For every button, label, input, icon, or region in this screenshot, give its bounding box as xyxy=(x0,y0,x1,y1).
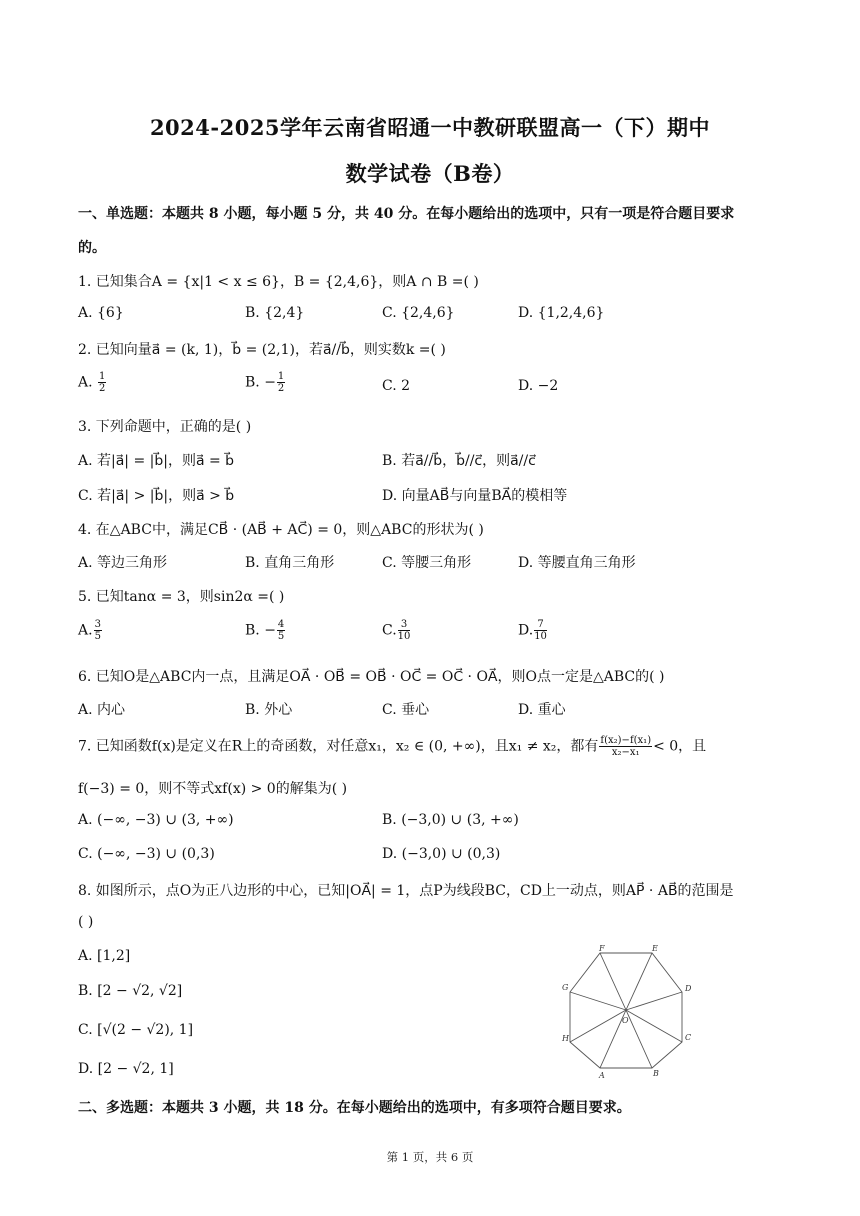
page-subtitle: 数学试卷（B卷） xyxy=(345,161,515,186)
q6-option-c: C. 垂心 xyxy=(382,702,430,718)
section1-heading: 一、单选题：本题共 8 小题，每小题 5 分，共 40 分。在每小题给出的选项中，只有一项是符合题目要求 xyxy=(78,206,735,222)
label-b: B xyxy=(653,1069,659,1078)
q5-option-a: A. $\frac{3}{5}$ xyxy=(78,619,101,642)
q8-stem: 8. 如图所示，点O为正八边形的中心，已知|OA⃗| = 1，点P为线段BC，CD上一动点，则AP⃗ · AB⃗的范围是 xyxy=(78,883,734,899)
label-d: D xyxy=(685,984,692,993)
label-h: H xyxy=(562,1034,569,1043)
q7-stem: 7. 已知函数f(x)是定义在R上的奇函数，对任意x₁，x₂ ∈ (0, +∞)，且x₁ ≠ x₂，都有 $\frac{\text{f(x₂)−f(x₁)}}{\text{x₂−x₁}}$ < 0，且 xyxy=(78,735,707,758)
q8-option-d: D. [2 − √2, 1] xyxy=(78,1061,174,1077)
q3-option-d: D. 向量AB⃗与向量BA⃗的模相等 xyxy=(382,488,568,504)
q3-stem: 3. 下列命题中，正确的是( ) xyxy=(78,419,252,435)
q3-option-c: C. 若|a⃗| > |b⃗|，则a⃗ > b⃗ xyxy=(78,488,235,504)
q4-option-c: C. 等腰三角形 xyxy=(382,555,472,571)
q6-option-a: A. 内心 xyxy=(78,702,126,718)
q2-option-d: D. −2 xyxy=(518,378,559,394)
q4-stem: 4. 在△ABC中，满足CB⃗ · (AB⃗ + AC⃗) = 0，则△ABC的形状为( ) xyxy=(78,522,484,538)
q7-option-b: B. (−3,0) ∪ (3, +∞) xyxy=(382,812,519,828)
q3-option-a: A. 若|a⃗| = |b⃗|，则a⃗ = b⃗ xyxy=(78,453,235,469)
section2-heading: 二、多选题：本题共 3 小题，共 18 分。在每小题给出的选项中，有多项符合题目要求。 xyxy=(78,1100,631,1116)
page-title: 2024-2025学年云南省昭通一中教研联盟高一（下）期中 xyxy=(149,115,711,140)
q6-option-b: B. 外心 xyxy=(245,702,293,718)
q6-option-d: D. 重心 xyxy=(518,702,566,718)
page-footer: 第 1 页，共 6 页 xyxy=(386,1150,474,1164)
q8-option-c: C. [√(2 − √2), 1] xyxy=(78,1022,194,1038)
label-e: E xyxy=(652,944,658,953)
q1-stem: 1. 已知集合A = {x|1 < x ≤ 6}，B = {2,4,6}，则A ∩ B =( ) xyxy=(78,274,479,290)
q4-option-b: B. 直角三角形 xyxy=(245,555,335,571)
label-f: F xyxy=(599,944,605,953)
q3-option-b: B. 若a⃗//b⃗，b⃗//c⃗，则a⃗//c⃗ xyxy=(382,453,536,469)
label-a: A xyxy=(599,1071,605,1080)
q8-option-a: A. [1,2] xyxy=(78,948,131,964)
label-o: O xyxy=(622,1016,629,1025)
q2-option-a: A. $\frac{1}{2}$ xyxy=(78,371,106,394)
q7-option-c: C. (−∞, −3) ∪ (0,3) xyxy=(78,846,215,862)
q8-stem-cont: ( ) xyxy=(78,914,94,930)
label-c: C xyxy=(685,1033,692,1042)
label-g: G xyxy=(562,983,569,992)
section1-heading-cont: 的。 xyxy=(78,240,106,256)
q5-option-b: B. − $\frac{4}{5}$ xyxy=(245,619,285,642)
q5-option-d: D. $\frac{7}{10}$ xyxy=(518,619,547,642)
q2-stem: 2. 已知向量a⃗ = (k, 1)，b⃗ = (2,1)，若a⃗//b⃗，则实数k =( ) xyxy=(78,342,446,358)
q4-option-a: A. 等边三角形 xyxy=(78,555,168,571)
q2-option-b: B. − $\frac{1}{2}$ xyxy=(245,371,285,394)
q1-option-c: C. {2,4,6} xyxy=(382,305,455,321)
q1-option-d: D. {1,2,4,6} xyxy=(518,305,605,321)
q1-option-b: B. {2,4} xyxy=(245,305,305,321)
q2-option-c: C. 2 xyxy=(382,378,411,394)
q5-stem: 5. 已知tanα = 3，则sin2α =( ) xyxy=(78,589,285,605)
q8-option-b: B. [2 − √2, √2] xyxy=(78,983,183,999)
octagon-figure xyxy=(555,940,705,1080)
q6-stem: 6. 已知O是△ABC内一点，且满足OA⃗ · OB⃗ = OB⃗ · OC⃗ = OC⃗ · OA⃗，则O点一定是△ABC的( ) xyxy=(78,669,665,685)
q5-option-c: C. $\frac{3}{10}$ xyxy=(382,619,411,642)
q7-option-a: A. (−∞, −3) ∪ (3, +∞) xyxy=(78,812,234,828)
q7-option-d: D. (−3,0) ∪ (0,3) xyxy=(382,846,501,862)
q7-stem-cont: f(−3) = 0，则不等式xf(x) > 0的解集为( ) xyxy=(78,781,348,797)
q1-option-a: A. {6} xyxy=(78,305,124,321)
q4-option-d: D. 等腰直角三角形 xyxy=(518,555,636,571)
